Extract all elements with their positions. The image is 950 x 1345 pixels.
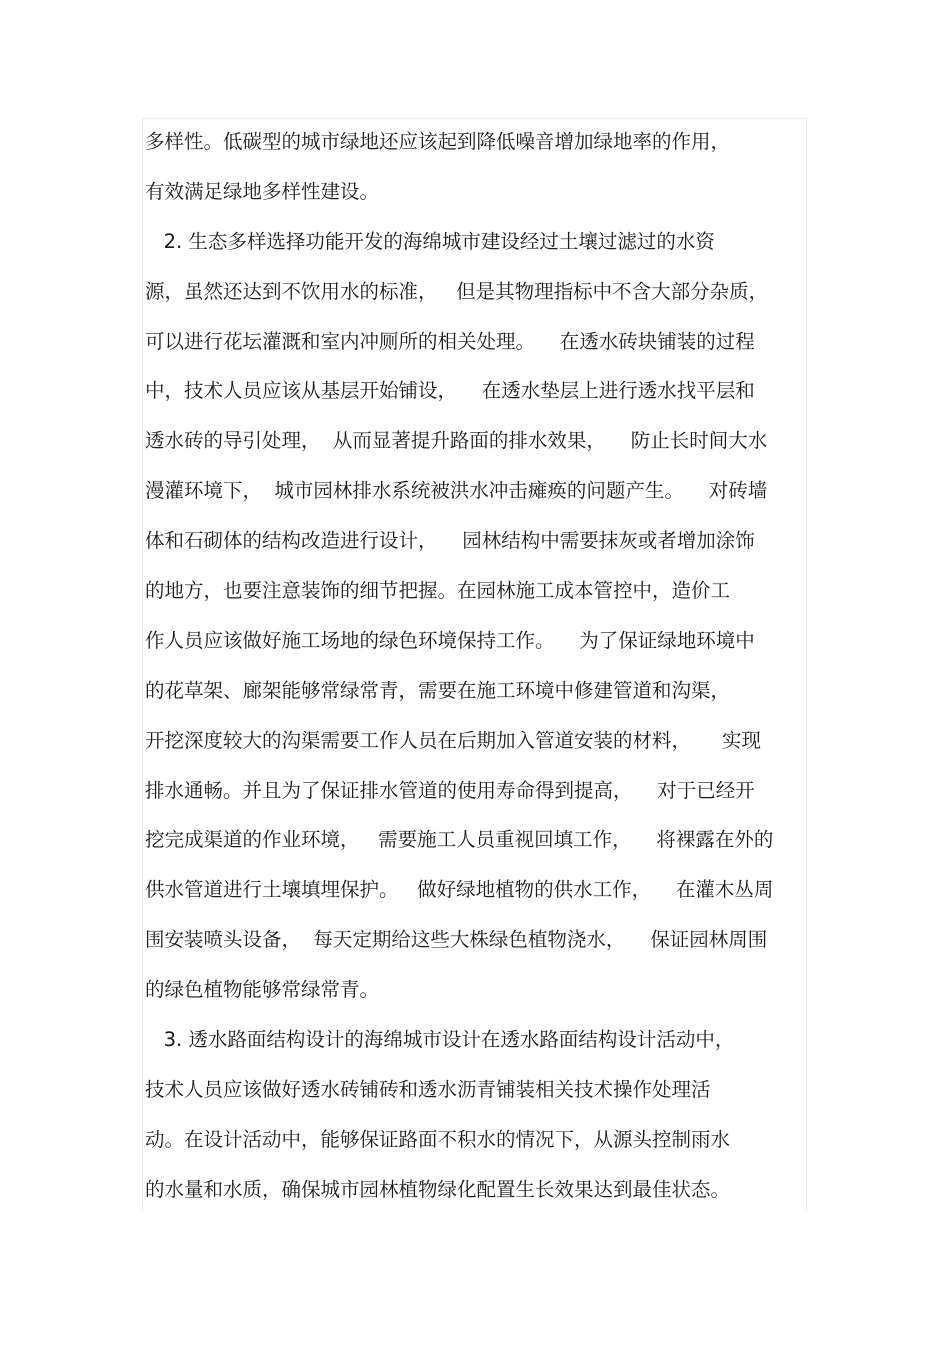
text-line: 中，技术人员应该从基层开始铺设， 在透水垫层上进行透水找平层和 <box>145 379 755 403</box>
text-line: 的花草架、廊架能够常绿常青，需要在施工环境中修建管道和沟渠， <box>145 678 731 702</box>
text-line: 漫灌环境下， 城市园林排水系统被洪水冲击瘫痪的问题产生。 对砖墙 <box>145 479 768 503</box>
text-line: 的地方，也要注意装饰的细节把握。在园林施工成本管控中，造价工 <box>145 579 731 603</box>
text-line: 作人员应该做好施工场地的绿色环境保持工作。 为了保证绿地环境中 <box>145 628 755 652</box>
text-line: 挖完成渠道的作业环境， 需要施工人员重视回填工作， 将裸露在外的 <box>145 828 774 852</box>
text-line: 多样性。低碳型的城市绿地还应该起到降低噪音增加绿地率的作用， <box>145 130 731 153</box>
text-line: 的水量和水质，确保城市园林植物绿化配置生长效果达到最佳状态。 <box>145 1177 731 1201</box>
text-line: 可以进行花坛灌溉和室内冲厕所的相关处理。 在透水砖块铺装的过程 <box>145 329 755 353</box>
text-line: 围安装喷头设备， 每天定期给这些大株绿色植物浇水， 保证园林周围 <box>145 928 768 952</box>
text-line: 排水通畅。并且为了保证排水管道的使用寿命得到提高， 对于已经开 <box>145 778 755 802</box>
text-line: 2. 生态多样选择功能开发的海绵城市建设经过土壤过滤过的水资 <box>145 229 715 253</box>
text-line: 透水砖的导引处理， 从而显著提升路面的排水效果， 防止长时间大水 <box>145 429 768 453</box>
document-body <box>145 117 810 1215</box>
text-line: 源，虽然还达到不饮用水的标准， 但是其物理指标中不含大部分杂质， <box>145 279 769 303</box>
text-line: 体和石砌体的结构改造进行设计， 园林结构中需要抹灰或者增加涂饰 <box>145 529 755 553</box>
text-line: 有效满足绿地多样性建设。 <box>145 179 380 203</box>
text-line: 动。在设计活动中，能够保证路面不积水的情况下，从源头控制雨水 <box>145 1127 731 1151</box>
text-line: 技术人员应该做好透水砖铺砖和透水沥青铺装相关技术操作处理活 <box>145 1077 711 1101</box>
text-line: 供水管道进行土壤填埋保护。 做好绿地植物的供水工作， 在灌木丛周 <box>145 878 774 902</box>
text-line: 的绿色植物能够常绿常青。 <box>145 978 380 1002</box>
text-line: 3. 透水路面结构设计的海绵城市设计在透水路面结构设计活动中， <box>145 1028 735 1052</box>
text-line: 开挖深度较大的沟渠需要工作人员在后期加入管道安装的材料， 实现 <box>145 728 761 752</box>
